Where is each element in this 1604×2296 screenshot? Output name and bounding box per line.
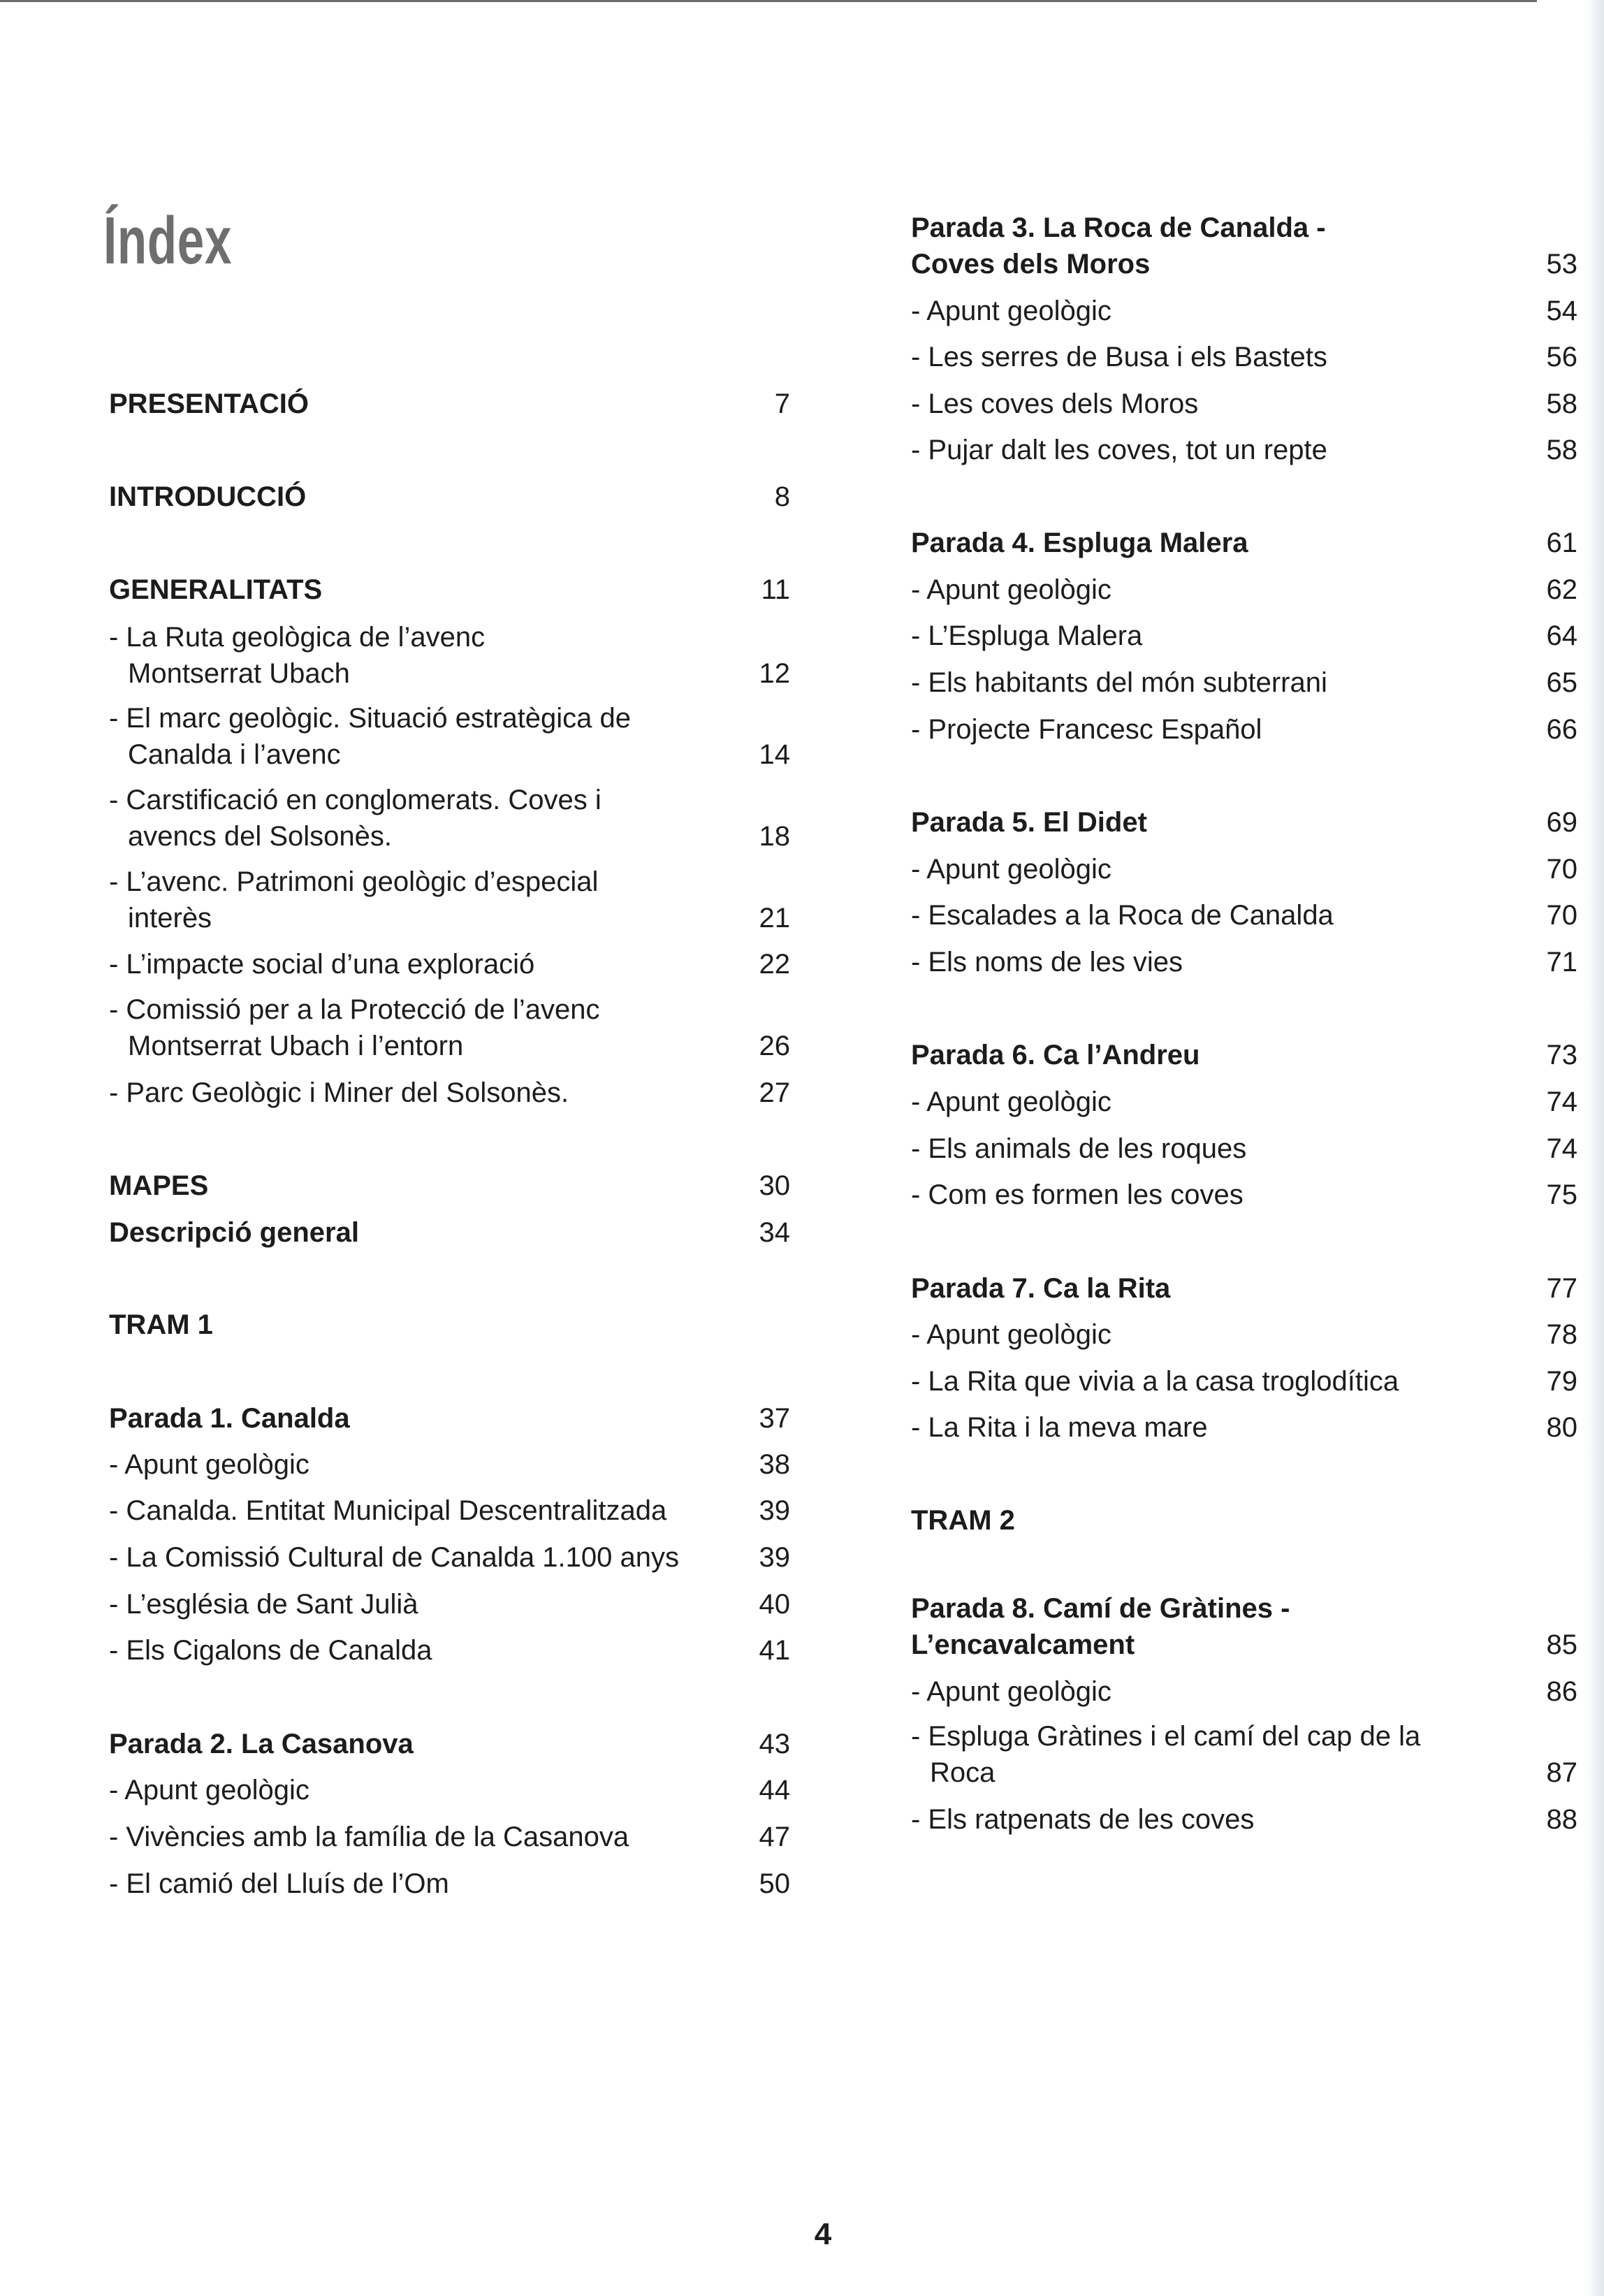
- toc-entry-page: 58: [1546, 388, 1577, 419]
- toc-entry-title: - Espluga Gràtines i el camí del cap de la Roca: [911, 1721, 1421, 1788]
- toc-entry-page: 37: [759, 1403, 790, 1434]
- toc-entry-page: 88: [1546, 1804, 1577, 1835]
- toc-entry: [911, 386, 1577, 422]
- toc-entry-title: - Les serres de Busa i els Bastets: [911, 342, 1327, 372]
- toc-entry-title: - L’Espluga Malera: [911, 620, 1143, 651]
- toc-entry: [911, 851, 1577, 887]
- toc-entry: [911, 804, 1577, 841]
- toc-entry-title: PRESENTACIÓ: [109, 388, 309, 419]
- toc-entry-title: Descripció general: [109, 1217, 359, 1248]
- toc-entry-title: - Apunt geològic: [109, 1449, 309, 1480]
- toc-entry-page: 70: [1546, 900, 1577, 931]
- toc-entry-title: - Pujar dalt les coves, tot un repte: [911, 435, 1327, 465]
- toc-entry-page: 38: [759, 1449, 790, 1480]
- toc-entry: [109, 782, 790, 855]
- toc-entry-page: 73: [1546, 1040, 1577, 1070]
- toc-entry-title: - El camió del Lluís de l’Om: [109, 1868, 449, 1899]
- toc-entry: [911, 572, 1577, 608]
- toc-entry-title: - Vivències amb la família de la Casanova: [109, 1822, 629, 1852]
- toc-entry-page: 39: [759, 1542, 790, 1573]
- toc-entry-page: 80: [1546, 1412, 1577, 1443]
- toc-entry-page: 40: [759, 1589, 790, 1620]
- toc-entry: [109, 946, 790, 982]
- toc-entry-title: Parada 3. La Roca de Canalda - Coves dels Moros: [911, 212, 1326, 279]
- toc-entry-title: - L’impacte social d’una exploració: [109, 949, 535, 980]
- toc-entry: [109, 1307, 790, 1343]
- toc-entry: [109, 1214, 790, 1251]
- toc-entry-page: 75: [1546, 1179, 1577, 1210]
- toc-entry-title: INTRODUCCIÓ: [109, 481, 307, 512]
- toc-entry: [109, 1632, 790, 1669]
- toc-entry-title: Parada 7. Ca la Rita: [911, 1273, 1171, 1304]
- toc-entry-page: 44: [759, 1775, 790, 1805]
- toc-entry-title: - La Comissió Cultural de Canalda 1.100 anys: [109, 1542, 679, 1573]
- toc-entry-page: 71: [1546, 947, 1577, 978]
- toc-entry-page: 18: [759, 821, 790, 852]
- toc-entry: [109, 619, 790, 692]
- toc-entry-page: 26: [759, 1031, 790, 1061]
- page-title: Índex: [103, 203, 233, 278]
- toc-entry: [911, 1718, 1577, 1791]
- toc-entry: [911, 618, 1577, 654]
- toc-entry-page: 34: [759, 1217, 790, 1248]
- toc-entry: [109, 479, 790, 515]
- toc-entry-title: - La Ruta geològica de l’avenc Montserrat Ubach: [109, 622, 486, 689]
- toc-entry-title: - Apunt geològic: [911, 574, 1111, 605]
- toc-entry-page: 54: [1546, 296, 1577, 326]
- toc-entry-title: TRAM 1: [109, 1309, 213, 1340]
- toc-entry: [109, 386, 790, 422]
- toc-entry-title: - El marc geològic. Situació estratègica de Canalda i l’avenc: [109, 703, 632, 770]
- toc-entry-page: 74: [1546, 1133, 1577, 1164]
- toc-entry: [911, 1409, 1577, 1446]
- toc-entry-title: Parada 1. Canalda: [109, 1403, 350, 1434]
- toc-entry: [109, 1492, 790, 1529]
- toc-entry-title: TRAM 2: [911, 1505, 1015, 1536]
- toc-entry: [109, 1539, 790, 1576]
- toc-entry: [109, 1819, 790, 1855]
- toc-entry: [911, 1363, 1577, 1400]
- toc-entry-page: 58: [1546, 435, 1577, 465]
- toc-entry: [109, 1772, 790, 1808]
- toc-entry: [911, 210, 1577, 282]
- toc-entry-page: 12: [759, 658, 790, 689]
- toc-entry-title: - Parc Geològic i Miner del Solsonès.: [109, 1077, 569, 1108]
- toc-entry-title: Parada 8. Camí de Gràtines - L’encavalcament: [911, 1593, 1290, 1660]
- toc-entry-page: 50: [759, 1868, 790, 1899]
- toc-entry-title: - La Rita i la meva mare: [911, 1412, 1208, 1443]
- toc-entry: [911, 1801, 1577, 1838]
- scan-right-edge: [1586, 0, 1604, 2296]
- toc-entry-title: - Apunt geològic: [911, 854, 1111, 885]
- toc-entry-title: - Com es formen les coves: [911, 1179, 1244, 1210]
- toc-entry-page: 66: [1546, 714, 1577, 745]
- toc-entry-page: 22: [759, 949, 790, 980]
- toc-entry-page: 70: [1546, 854, 1577, 885]
- page-number: 4: [814, 2217, 832, 2251]
- toc-entry-page: 21: [759, 903, 790, 933]
- toc-entry: [911, 525, 1577, 561]
- toc-entry-page: 79: [1546, 1366, 1577, 1397]
- toc-entry: [911, 1502, 1577, 1539]
- toc-entry-page: 64: [1546, 620, 1577, 651]
- toc-entry: [911, 1084, 1577, 1120]
- toc-entry: [109, 1866, 790, 1902]
- toc-entry-page: 85: [1546, 1629, 1577, 1660]
- toc-entry-page: 43: [759, 1729, 790, 1759]
- toc-entry: [911, 944, 1577, 980]
- toc-entry: [109, 572, 790, 608]
- toc-entry-title: MAPES: [109, 1170, 209, 1201]
- toc-entry: [109, 1400, 790, 1437]
- toc-entry: [109, 1075, 790, 1111]
- toc-entry: [109, 1446, 790, 1483]
- toc-entry-page: 8: [774, 481, 790, 512]
- toc-entry-title: - Projecte Francesc Español: [911, 714, 1262, 745]
- toc-entry-page: 39: [759, 1495, 790, 1526]
- toc-entry: [911, 1590, 1577, 1663]
- toc-entry: [911, 711, 1577, 748]
- toc-entry-page: 87: [1546, 1757, 1577, 1788]
- toc-entry-page: 27: [759, 1077, 790, 1108]
- toc-entry-title: GENERALITATS: [109, 574, 323, 605]
- toc-entry: [911, 339, 1577, 375]
- toc-entry: [911, 1316, 1577, 1353]
- toc-entry-title: - Apunt geològic: [911, 1087, 1111, 1117]
- toc-entry-page: 53: [1546, 249, 1577, 279]
- toc-entry: [911, 432, 1577, 468]
- scan-top-edge: [0, 0, 1537, 2]
- toc-entry: [911, 1037, 1577, 1073]
- toc-entry-title: - Apunt geològic: [911, 1319, 1111, 1350]
- toc-entry: [109, 700, 790, 773]
- toc-entry-page: 41: [759, 1635, 790, 1666]
- toc-entry-title: Parada 5. El Didet: [911, 807, 1147, 838]
- toc-entry-page: 7: [774, 388, 790, 419]
- toc-entry: [911, 664, 1577, 701]
- toc-entry: [911, 1270, 1577, 1307]
- toc-entry-title: - La Rita que vivia a la casa troglodítica: [911, 1366, 1399, 1397]
- toc-entry: [109, 1586, 790, 1622]
- toc-entry-page: 61: [1546, 528, 1577, 558]
- toc-entry: [109, 1168, 790, 1204]
- toc-entry-title: - Escalades a la Roca de Canalda: [911, 900, 1334, 931]
- toc-entry-page: 78: [1546, 1319, 1577, 1350]
- toc-entry: [911, 1673, 1577, 1710]
- toc-entry-title: - Els Cigalons de Canalda: [109, 1635, 432, 1666]
- toc-entry: [911, 1177, 1577, 1213]
- toc-entry-page: 86: [1546, 1676, 1577, 1707]
- toc-entry: [911, 1131, 1577, 1167]
- toc-entry-page: 62: [1546, 574, 1577, 605]
- toc-entry-title: - Carstificació en conglomerats. Coves i avencs del Solsonès.: [109, 785, 602, 852]
- toc-entry: [911, 293, 1577, 329]
- toc-entry-title: - Els noms de les vies: [911, 947, 1183, 978]
- toc-entry: [109, 864, 790, 936]
- toc-entry-title: - Apunt geològic: [109, 1775, 309, 1805]
- toc-entry-title: - L’avenc. Patrimoni geològic d’especial interès: [109, 866, 599, 933]
- toc-entry-title: Parada 6. Ca l’Andreu: [911, 1040, 1200, 1070]
- toc-entry-title: - L’església de Sant Julià: [109, 1589, 418, 1620]
- toc-entry-title: - Apunt geològic: [911, 1676, 1111, 1707]
- toc-entry-title: - Els ratpenats de les coves: [911, 1804, 1255, 1835]
- toc-entry-page: 77: [1546, 1273, 1577, 1304]
- toc-entry-title: - Apunt geològic: [911, 296, 1111, 326]
- toc-entry-title: - Els habitants del món subterrani: [911, 667, 1327, 698]
- toc-entry-title: Parada 2. La Casanova: [109, 1729, 414, 1759]
- toc-entry-title: - Comissió per a la Protecció de l’avenc Montserrat Ubach i l’entorn: [109, 994, 600, 1061]
- toc-entry-page: 11: [761, 574, 790, 605]
- toc-entry: [911, 897, 1577, 933]
- toc-entry-title: - Canalda. Entitat Municipal Descentralitzada: [109, 1495, 667, 1526]
- toc-entry-title: Parada 4. Espluga Malera: [911, 528, 1248, 558]
- toc-entry: [109, 991, 790, 1064]
- toc-entry-page: 56: [1546, 342, 1577, 372]
- toc-entry-page: 30: [759, 1170, 790, 1201]
- toc-entry: [109, 1726, 790, 1762]
- toc-entry-page: 14: [759, 739, 790, 770]
- toc-entry-title: - Les coves dels Moros: [911, 388, 1199, 419]
- toc-entry-page: 74: [1546, 1087, 1577, 1117]
- toc-entry-title: - Els animals de les roques: [911, 1133, 1247, 1164]
- toc-entry-page: 69: [1546, 807, 1577, 838]
- toc-entry-page: 65: [1546, 667, 1577, 698]
- toc-entry-page: 47: [759, 1822, 790, 1852]
